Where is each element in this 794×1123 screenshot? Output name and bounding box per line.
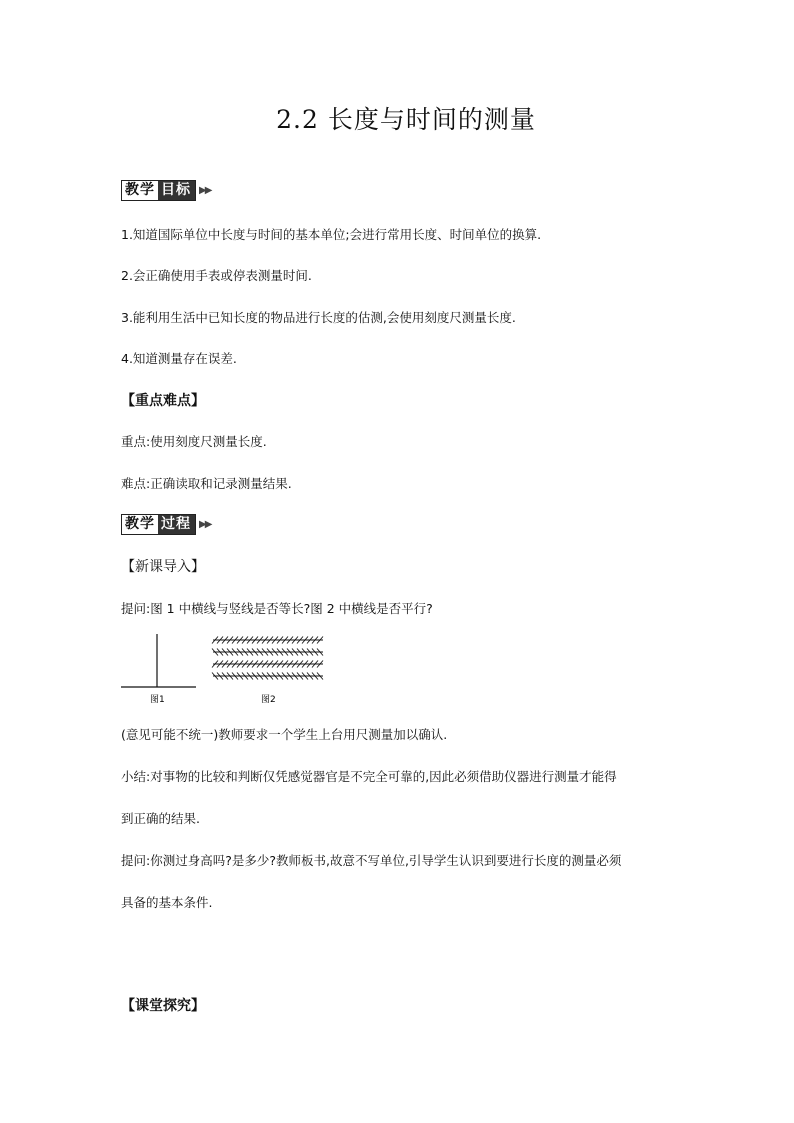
paragraph-1: (意见可能不统一)教师要求一个学生上台用尺测量加以确认. xyxy=(121,727,448,742)
double-arrow-icon: ▶▶ xyxy=(199,519,211,530)
intro-heading: 【新课导入】 xyxy=(121,559,205,575)
figure-2 xyxy=(212,637,323,706)
section-badge-goals xyxy=(121,180,210,201)
question-1: 提问:图 1 中横线与竖线是否等长?图 2 中横线是否平行? xyxy=(121,601,433,616)
badge-right: 过程 xyxy=(158,515,195,534)
badge-left: 教学 xyxy=(122,181,158,200)
badge-box xyxy=(121,180,196,201)
summary-line-2: 到正确的结果. xyxy=(121,811,200,826)
question-2-line-1: 提问:你测过身高吗?是多少?教师板书,故意不写单位,引导学生认识到要进行长度的测量必须 xyxy=(121,853,622,868)
explore-heading: 【课堂探究】 xyxy=(121,998,205,1014)
illusion-figures xyxy=(118,632,338,710)
badge-left: 教学 xyxy=(122,515,158,534)
summary-line-1: 小结:对事物的比较和判断仅凭感觉器官是不完全可靠的,因此必须借助仪器进行测量才能得 xyxy=(121,769,617,784)
goal-2: 2.会正确使用手表或停表测量时间. xyxy=(121,268,312,283)
goal-3: 3.能利用生活中已知长度的物品进行长度的估测,会使用刻度尺测量长度. xyxy=(121,310,516,325)
key-points-heading: 【重点难点】 xyxy=(121,393,205,409)
figure-1-caption: 图1 xyxy=(150,695,165,705)
key-point: 重点:使用刻度尺测量长度. xyxy=(121,434,267,449)
question-2-line-2: 具备的基本条件. xyxy=(121,895,213,910)
difficulty: 难点:正确读取和记录测量结果. xyxy=(121,476,292,491)
goal-4: 4.知道测量存在误差. xyxy=(121,351,237,366)
figure-1 xyxy=(121,634,196,705)
page-title: 2.2 长度与时间的测量 xyxy=(276,105,536,134)
goal-1: 1.知道国际单位中长度与时间的基本单位;会进行常用长度、时间单位的换算. xyxy=(121,227,542,242)
badge-box xyxy=(121,514,196,535)
section-badge-process xyxy=(121,514,210,535)
badge-right: 目标 xyxy=(158,181,195,200)
figure-2-caption: 图2 xyxy=(261,695,276,705)
double-arrow-icon: ▶▶ xyxy=(199,185,211,196)
